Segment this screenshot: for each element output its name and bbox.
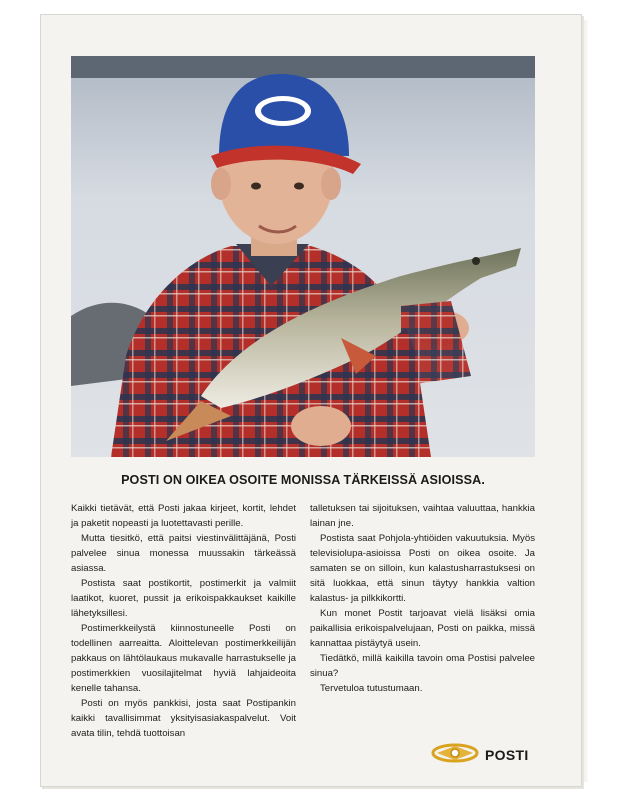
right-column [310,501,535,741]
paragraph: Tervetuloa tutustumaan. [320,683,423,694]
posti-horn-icon [431,742,479,769]
logo-text: POSTI [485,747,529,763]
paragraph: Mutta tiesitkö, että paitsi viestinvälittäjänä, Posti palvelee sinua monessa muussakin tärkeässä asiassa. [71,533,296,574]
paragraph: Kaikki tietävät, että Posti jakaa kirjeet, kortit, lehdet ja paketit nopeasti ja luotettavasti perille. [71,503,296,529]
paragraph: talletuksen tai sijoituksen, vaihtaa valuuttaa, hankkia lainan jne. [310,503,535,529]
paragraph: Postimerkkeilystä kiinnostuneelle Posti on todellinen aarreaitta. Aloittelevan postimerkkeilijän pakkaus on lähtölaukaus mukavalle harrastukselle ja postimerkkien vuosilajitelmat hyviä lahjaideoita kenelle tahansa. [71,623,296,694]
paragraph: Postista saat postikortit, postimerkit ja valmiit laatikot, kuoret, pussit ja erikoispakkaukset kaikille lähetyksillesi. [71,578,296,619]
left-column [71,501,296,741]
paragraph: Kun monet Postit tarjoavat vielä lisäksi omia paikallisia erikoispalvelujaan, Posti on paikka, missä kannattaa pistäytyä usein. [310,608,535,649]
paragraph: Postista saat Pohjola-yhtiöiden vakuutuksia. Myös televisiolupa-asioissa Posti on oikea osoite. Ja samaten se on silloin, kun kalastusharrastuksesi on sitä luokkaa, että sinun täytyy hankkia valtion kalastus- ja pilkkikortti. [310,533,535,604]
headline: POSTI ON OIKEA OSOITE MONISSA TÄRKEISSÄ ASIOISSA. [121,473,485,487]
article-columns [71,501,535,741]
paragraph: Posti on myös pankkisi, josta saat Postipankin kaikki tavallisimmat yksityisasiakaspalvelut. Voit avata tilin, tehdä tuottoisan [71,698,296,739]
cover-photo [71,56,535,457]
posti-logo [431,742,529,768]
paragraph: Tiedätkö, millä kaikilla tavoin oma Postisi palvelee sinua? [310,653,535,679]
magazine-back-cover [40,14,582,787]
